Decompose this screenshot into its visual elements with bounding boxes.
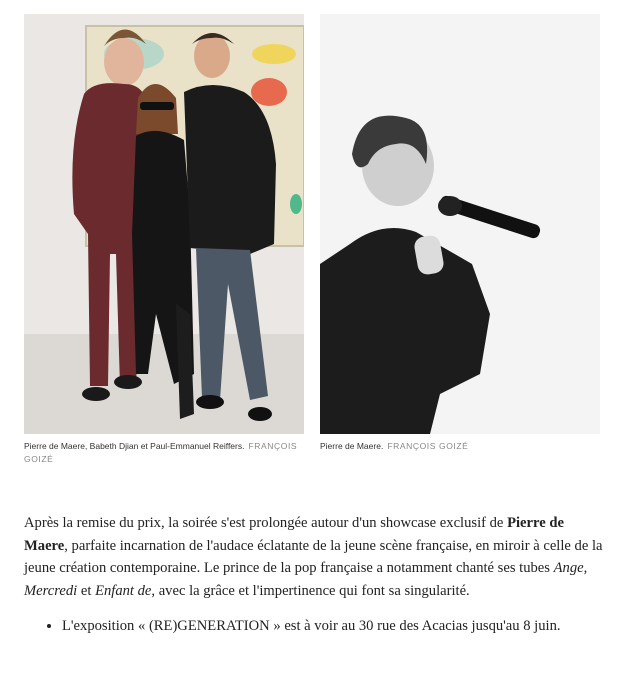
info-list — [24, 615, 604, 638]
photo-caption-right — [320, 440, 600, 453]
song-title-enfant-de: Enfant de — [95, 582, 152, 599]
caption-text: Pierre de Maere, Babeth Djian et Paul-Emmanuel Reiffers. — [24, 441, 245, 451]
article-body — [24, 512, 604, 638]
photo-caption-left — [24, 440, 309, 466]
song-title-mercredi: Mercredi — [24, 582, 78, 599]
photo-credit: FRANÇOIS GOIZÉ — [387, 441, 469, 451]
text-run: Après la remise du prix, la soirée s'est prolongée autour d'un showcase exclusif de — [24, 515, 508, 531]
list-item: • L'exposition « (RE)GENERATION » est à voir au 30 rue des Acacias jusqu'au 8 juin. — [62, 615, 604, 638]
photo-row — [24, 14, 600, 434]
text-run: et — [77, 582, 96, 599]
photo-credit: FRANÇOIS GOIZÉ — [24, 441, 298, 464]
caption-text: Pierre de Maere. — [320, 441, 384, 451]
text-run: , — [583, 560, 588, 577]
singer-photo-bw[interactable] — [320, 14, 600, 434]
event-photo-three-people[interactable] — [24, 14, 304, 434]
artist-name-bold: Pierre de Maere — [24, 515, 564, 554]
song-title-ange: Ange — [553, 560, 584, 577]
text-run: , parfaite incarnation de l'audace éclatante de la jeune scène française, en miroir à celle de la jeune création contemporaine. Le prince de la pop française a notamment chanté ses tubes — [24, 537, 603, 577]
article-paragraph — [24, 512, 604, 602]
text-run: , avec la grâce et l'impertinence qui font sa singularité. — [151, 582, 470, 599]
